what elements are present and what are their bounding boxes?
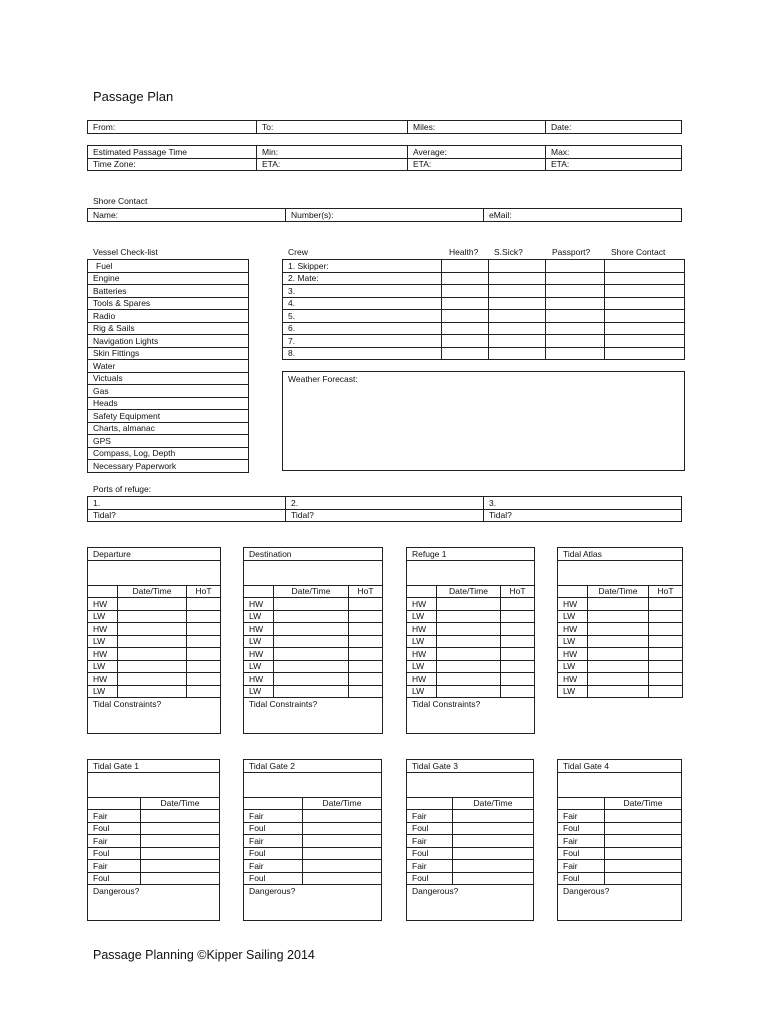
crew-cell[interactable] (442, 285, 489, 298)
weather-forecast-box[interactable] (282, 371, 685, 471)
tide-date-time-cell[interactable] (437, 623, 501, 636)
tide-date-time-cell[interactable] (118, 648, 187, 661)
refuge-tidal-field[interactable]: Tidal? (484, 509, 682, 522)
tide-col-hot: HoT (187, 585, 221, 598)
tide-hot-cell[interactable] (349, 685, 383, 698)
tide-table (406, 547, 535, 734)
tide-row-label: LW (88, 610, 118, 623)
gate-row-label: Foul (244, 847, 303, 860)
gate-date-time-cell[interactable] (605, 860, 682, 873)
crew-cell[interactable] (489, 322, 546, 335)
tide-row-label: LW (244, 610, 274, 623)
gate-row-label: Fair (558, 810, 605, 823)
tide-row-label: HW (88, 598, 118, 611)
gate-date-time-cell[interactable] (605, 810, 682, 823)
tide-header-blank (244, 585, 274, 598)
gate-date-time-cell[interactable] (453, 835, 534, 848)
tide-hot-cell[interactable] (649, 673, 683, 686)
gate-row-label: Fair (558, 835, 605, 848)
tide-table-title: Destination (244, 548, 383, 561)
route-table (87, 120, 682, 134)
checklist-item[interactable]: Fuel (88, 260, 249, 273)
tide-row-label: LW (407, 610, 437, 623)
tidal-constraints-cell[interactable]: Tidal Constraints? (244, 698, 383, 734)
gate-row-label: Foul (558, 872, 605, 885)
refuge-port-field[interactable]: 3. (484, 497, 682, 510)
tide-row-label: HW (558, 673, 588, 686)
tide-row-label: LW (244, 635, 274, 648)
tide-date-time-cell[interactable] (437, 610, 501, 623)
crew-cell[interactable] (546, 322, 605, 335)
gate-row-label: Fair (244, 835, 303, 848)
gate-col-date-time: Date/Time (141, 797, 220, 810)
tide-hot-cell[interactable] (649, 660, 683, 673)
checklist-item[interactable]: Charts, almanac (88, 422, 249, 435)
tide-table-blank-cell[interactable] (407, 560, 535, 585)
tide-row-label: LW (558, 685, 588, 698)
crew-col-ssick: S.Sick? (494, 247, 523, 257)
tide-hot-cell[interactable] (649, 648, 683, 661)
tide-header-blank (558, 585, 588, 598)
gate-col-date-time: Date/Time (303, 797, 382, 810)
tide-hot-cell[interactable] (501, 685, 535, 698)
checklist-item[interactable]: Water (88, 360, 249, 373)
tide-date-time-cell[interactable] (588, 598, 649, 611)
gate-row-label: Foul (407, 872, 453, 885)
crew-cell[interactable] (489, 335, 546, 348)
tide-date-time-cell[interactable] (588, 610, 649, 623)
tide-date-time-cell[interactable] (588, 660, 649, 673)
gate-date-time-cell[interactable] (453, 822, 534, 835)
gate-row-label: Foul (88, 872, 141, 885)
gate-date-time-cell[interactable] (303, 860, 382, 873)
gate-header-blank (244, 797, 303, 810)
tide-row-label: LW (407, 660, 437, 673)
min-field[interactable]: Min: (257, 146, 408, 159)
gate-row-label: Fair (407, 860, 453, 873)
tide-table (243, 547, 383, 734)
tide-hot-cell[interactable] (501, 648, 535, 661)
tide-date-time-cell[interactable] (118, 623, 187, 636)
crew-cell[interactable] (605, 285, 685, 298)
gate-date-time-cell[interactable] (453, 847, 534, 860)
tide-hot-cell[interactable] (349, 623, 383, 636)
tide-row-label: LW (88, 685, 118, 698)
gate-col-date-time: Date/Time (605, 797, 682, 810)
tide-date-time-cell[interactable] (437, 660, 501, 673)
tide-hot-cell[interactable] (187, 598, 221, 611)
crew-cell[interactable] (442, 272, 489, 285)
tide-date-time-cell[interactable] (437, 648, 501, 661)
tide-table (87, 547, 221, 734)
crew-member-cell[interactable]: 6. (283, 322, 442, 335)
gate-date-time-cell[interactable] (141, 860, 220, 873)
tide-hot-cell[interactable] (187, 685, 221, 698)
gate-date-time-cell[interactable] (141, 872, 220, 885)
tide-hot-cell[interactable] (649, 610, 683, 623)
tide-hot-cell[interactable] (187, 660, 221, 673)
tide-table-title: Departure (88, 548, 221, 561)
crew-cell[interactable] (546, 297, 605, 310)
checklist-item[interactable]: Compass, Log, Depth (88, 447, 249, 460)
crew-col-passport: Passport? (552, 247, 591, 257)
gate-row-label: Fair (407, 835, 453, 848)
tide-col-date-time: Date/Time (274, 585, 349, 598)
tide-row-label: LW (558, 610, 588, 623)
crew-cell[interactable] (489, 260, 546, 273)
checklist-item[interactable]: Heads (88, 397, 249, 410)
tide-row-label: HW (558, 648, 588, 661)
tide-date-time-cell[interactable] (274, 685, 349, 698)
crew-cell[interactable] (489, 297, 546, 310)
shore-number-field[interactable]: Number(s): (286, 209, 484, 222)
max-field[interactable]: Max: (546, 146, 682, 159)
tide-date-time-cell[interactable] (118, 598, 187, 611)
tidal-constraints-cell[interactable]: Tidal Constraints? (407, 698, 535, 734)
tide-row-label: LW (244, 660, 274, 673)
weather-forecast-label: Weather Forecast: (288, 374, 358, 384)
checklist-item[interactable]: Tools & Spares (88, 297, 249, 310)
tide-table-title: Refuge 1 (407, 548, 535, 561)
crew-member-cell[interactable]: 4. (283, 297, 442, 310)
crew-cell[interactable] (605, 322, 685, 335)
average-field[interactable]: Average: (408, 146, 546, 159)
gate-col-date-time: Date/Time (453, 797, 534, 810)
tide-hot-cell[interactable] (187, 623, 221, 636)
vessel-checklist-heading: Vessel Check-list (93, 247, 158, 257)
tide-table (557, 547, 683, 698)
tide-col-date-time: Date/Time (437, 585, 501, 598)
gate-row-label: Foul (558, 822, 605, 835)
gate-row-label: Fair (88, 810, 141, 823)
tidal-gate-blank-cell[interactable] (407, 772, 534, 797)
gate-row-label: Fair (88, 835, 141, 848)
tide-hot-cell[interactable] (501, 623, 535, 636)
tide-date-time-cell[interactable] (274, 660, 349, 673)
gate-date-time-cell[interactable] (453, 810, 534, 823)
tide-row-label: LW (407, 685, 437, 698)
shore-name-field[interactable]: Name: (88, 209, 286, 222)
crew-cell[interactable] (546, 347, 605, 360)
gate-row-label: Fair (407, 810, 453, 823)
tide-hot-cell[interactable] (501, 610, 535, 623)
checklist-item[interactable]: Rig & Sails (88, 322, 249, 335)
tide-row-label: HW (407, 648, 437, 661)
tide-date-time-cell[interactable] (437, 635, 501, 648)
tide-date-time-cell[interactable] (118, 685, 187, 698)
tide-row-label: LW (558, 660, 588, 673)
miles-field[interactable]: Miles: (408, 121, 546, 134)
tide-row-label: LW (88, 635, 118, 648)
crew-heading: Crew (288, 247, 308, 257)
gate-date-time-cell[interactable] (303, 872, 382, 885)
gate-header-blank (558, 797, 605, 810)
tide-date-time-cell[interactable] (588, 623, 649, 636)
footer-text: Passage Planning ©Kipper Sailing 2014 (93, 948, 315, 962)
gate-date-time-cell[interactable] (605, 822, 682, 835)
checklist-item[interactable]: Engine (88, 272, 249, 285)
dangerous-cell[interactable]: Dangerous? (558, 885, 682, 921)
gate-row-label: Fair (88, 860, 141, 873)
tide-date-time-cell[interactable] (274, 648, 349, 661)
tide-row-label: HW (244, 598, 274, 611)
checklist-item[interactable]: Necessary Paperwork (88, 460, 249, 473)
to-field[interactable]: To: (257, 121, 408, 134)
crew-cell[interactable] (605, 297, 685, 310)
tide-date-time-cell[interactable] (274, 610, 349, 623)
timing-table (87, 145, 682, 171)
tide-row-label: HW (88, 648, 118, 661)
tide-header-blank (88, 585, 118, 598)
checklist-item[interactable]: Gas (88, 385, 249, 398)
tidal-gate-title: Tidal Gate 3 (407, 760, 534, 773)
tidal-constraints-cell[interactable]: Tidal Constraints? (88, 698, 221, 734)
crew-cell[interactable] (442, 347, 489, 360)
crew-cell[interactable] (489, 310, 546, 323)
gate-row-label: Foul (88, 847, 141, 860)
tide-date-time-cell[interactable] (437, 685, 501, 698)
tide-date-time-cell[interactable] (588, 648, 649, 661)
gate-date-time-cell[interactable] (303, 810, 382, 823)
tide-hot-cell[interactable] (349, 648, 383, 661)
gate-date-time-cell[interactable] (605, 835, 682, 848)
gate-date-time-cell[interactable] (141, 835, 220, 848)
gate-header-blank (407, 797, 453, 810)
tidal-gate-blank-cell[interactable] (244, 772, 382, 797)
vessel-checklist-table (87, 259, 249, 473)
tidal-gate-table (557, 759, 682, 921)
crew-member-cell[interactable]: 7. (283, 335, 442, 348)
time-zone-field[interactable]: Time Zone: (88, 158, 257, 171)
gate-row-label: Foul (88, 822, 141, 835)
gate-header-blank (88, 797, 141, 810)
checklist-item[interactable]: Batteries (88, 285, 249, 298)
dangerous-cell[interactable]: Dangerous? (244, 885, 382, 921)
crew-table (282, 259, 685, 360)
tide-table-blank-cell[interactable] (244, 560, 383, 585)
tide-hot-cell[interactable] (349, 610, 383, 623)
crew-cell[interactable] (546, 272, 605, 285)
from-field[interactable]: From: (88, 121, 257, 134)
crew-cell[interactable] (489, 272, 546, 285)
tide-hot-cell[interactable] (349, 660, 383, 673)
tide-date-time-cell[interactable] (274, 598, 349, 611)
tide-row-label: LW (558, 635, 588, 648)
checklist-item[interactable]: Radio (88, 310, 249, 323)
tide-col-hot: HoT (501, 585, 535, 598)
tidal-gate-title: Tidal Gate 4 (558, 760, 682, 773)
tide-hot-cell[interactable] (187, 648, 221, 661)
tide-row-label: HW (558, 598, 588, 611)
estimated-passage-time-label: Estimated Passage Time (88, 146, 257, 159)
crew-member-cell[interactable]: 1. Skipper: (283, 260, 442, 273)
tide-date-time-cell[interactable] (588, 685, 649, 698)
tide-date-time-cell[interactable] (274, 635, 349, 648)
crew-cell[interactable] (605, 347, 685, 360)
eta-field[interactable]: ETA: (408, 158, 546, 171)
crew-cell[interactable] (442, 297, 489, 310)
crew-cell[interactable] (546, 285, 605, 298)
crew-col-shore-contact: Shore Contact (611, 247, 666, 257)
crew-cell[interactable] (546, 310, 605, 323)
tide-hot-cell[interactable] (187, 610, 221, 623)
tidal-gate-table (87, 759, 220, 921)
refuge-port-field[interactable]: 2. (286, 497, 484, 510)
crew-cell[interactable] (442, 335, 489, 348)
crew-member-cell[interactable]: 8. (283, 347, 442, 360)
tidal-gate-table (243, 759, 382, 921)
gate-row-label: Foul (407, 822, 453, 835)
tide-date-time-cell[interactable] (118, 635, 187, 648)
tide-row-label: LW (88, 660, 118, 673)
tidal-gate-table (406, 759, 534, 921)
crew-cell[interactable] (489, 347, 546, 360)
tide-hot-cell[interactable] (649, 635, 683, 648)
tide-header-blank (407, 585, 437, 598)
refuge-tidal-field[interactable]: Tidal? (286, 509, 484, 522)
tide-date-time-cell[interactable] (588, 635, 649, 648)
dangerous-cell[interactable]: Dangerous? (407, 885, 534, 921)
tide-hot-cell[interactable] (501, 635, 535, 648)
tide-hot-cell[interactable] (649, 623, 683, 636)
page-title: Passage Plan (93, 89, 174, 104)
gate-date-time-cell[interactable] (453, 872, 534, 885)
gate-date-time-cell[interactable] (303, 835, 382, 848)
gate-date-time-cell[interactable] (141, 847, 220, 860)
tide-row-label: HW (244, 623, 274, 636)
crew-cell[interactable] (442, 322, 489, 335)
gate-row-label: Foul (244, 872, 303, 885)
gate-date-time-cell[interactable] (453, 860, 534, 873)
eta-field[interactable]: ETA: (257, 158, 408, 171)
crew-cell[interactable] (546, 335, 605, 348)
tidal-gate-title: Tidal Gate 1 (88, 760, 220, 773)
date-field[interactable]: Date: (546, 121, 682, 134)
tide-hot-cell[interactable] (501, 660, 535, 673)
tide-row-label: LW (407, 635, 437, 648)
ports-of-refuge-table (87, 496, 682, 522)
tide-date-time-cell[interactable] (118, 673, 187, 686)
shore-contact-heading: Shore Contact (93, 196, 148, 206)
refuge-tidal-field[interactable]: Tidal? (88, 509, 286, 522)
tide-row-label: HW (88, 623, 118, 636)
gate-row-label: Foul (407, 847, 453, 860)
tide-row-label: HW (407, 673, 437, 686)
checklist-item[interactable]: Victuals (88, 372, 249, 385)
tide-date-time-cell[interactable] (274, 623, 349, 636)
eta-field[interactable]: ETA: (546, 158, 682, 171)
shore-contact-table (87, 208, 682, 222)
tide-date-time-cell[interactable] (437, 598, 501, 611)
tide-row-label: HW (558, 623, 588, 636)
crew-cell[interactable] (605, 272, 685, 285)
tide-table-blank-cell[interactable] (88, 560, 221, 585)
tide-row-label: HW (88, 673, 118, 686)
tide-date-time-cell[interactable] (588, 673, 649, 686)
tide-row-label: HW (244, 673, 274, 686)
crew-cell[interactable] (489, 285, 546, 298)
tide-row-label: HW (407, 623, 437, 636)
tide-hot-cell[interactable] (349, 598, 383, 611)
tide-col-date-time: Date/Time (588, 585, 649, 598)
ports-of-refuge-heading: Ports of refuge: (93, 484, 152, 494)
gate-date-time-cell[interactable] (303, 822, 382, 835)
tide-row-label: LW (244, 685, 274, 698)
tide-hot-cell[interactable] (349, 635, 383, 648)
tide-date-time-cell[interactable] (118, 610, 187, 623)
tide-hot-cell[interactable] (349, 673, 383, 686)
tide-table-blank-cell[interactable] (558, 560, 683, 585)
tide-table-title: Tidal Atlas (558, 548, 683, 561)
gate-date-time-cell[interactable] (141, 822, 220, 835)
gate-date-time-cell[interactable] (605, 872, 682, 885)
dangerous-cell[interactable]: Dangerous? (88, 885, 220, 921)
crew-cell[interactable] (605, 260, 685, 273)
crew-cell[interactable] (442, 260, 489, 273)
checklist-item[interactable]: Navigation Lights (88, 335, 249, 348)
crew-col-health: Health? (449, 247, 479, 257)
tide-col-hot: HoT (349, 585, 383, 598)
tide-hot-cell[interactable] (649, 685, 683, 698)
gate-row-label: Foul (244, 822, 303, 835)
checklist-item[interactable]: GPS (88, 435, 249, 448)
tide-hot-cell[interactable] (649, 598, 683, 611)
gate-row-label: Fair (558, 860, 605, 873)
tide-col-date-time: Date/Time (118, 585, 187, 598)
tide-hot-cell[interactable] (501, 673, 535, 686)
gate-date-time-cell[interactable] (605, 847, 682, 860)
tide-row-label: HW (244, 648, 274, 661)
shore-email-field[interactable]: eMail: (484, 209, 682, 222)
tide-hot-cell[interactable] (187, 635, 221, 648)
crew-cell[interactable] (546, 260, 605, 273)
tide-date-time-cell[interactable] (118, 660, 187, 673)
gate-date-time-cell[interactable] (303, 847, 382, 860)
gate-row-label: Foul (558, 847, 605, 860)
tide-col-hot: HoT (649, 585, 683, 598)
tide-row-label: HW (407, 598, 437, 611)
tide-date-time-cell[interactable] (437, 673, 501, 686)
gate-row-label: Fair (244, 860, 303, 873)
tide-hot-cell[interactable] (187, 673, 221, 686)
checklist-item[interactable]: Skin Fittings (88, 347, 249, 360)
refuge-port-field[interactable]: 1. (88, 497, 286, 510)
crew-cell[interactable] (442, 310, 489, 323)
tidal-gate-blank-cell[interactable] (558, 772, 682, 797)
tidal-gate-blank-cell[interactable] (88, 772, 220, 797)
checklist-item[interactable]: Safety Equipment (88, 410, 249, 423)
crew-member-cell[interactable]: 5. (283, 310, 442, 323)
gate-date-time-cell[interactable] (141, 810, 220, 823)
tide-hot-cell[interactable] (501, 598, 535, 611)
crew-cell[interactable] (605, 310, 685, 323)
crew-member-cell[interactable]: 2. Mate: (283, 272, 442, 285)
crew-member-cell[interactable]: 3. (283, 285, 442, 298)
tidal-gate-title: Tidal Gate 2 (244, 760, 382, 773)
tide-date-time-cell[interactable] (274, 673, 349, 686)
gate-row-label: Fair (244, 810, 303, 823)
crew-cell[interactable] (605, 335, 685, 348)
